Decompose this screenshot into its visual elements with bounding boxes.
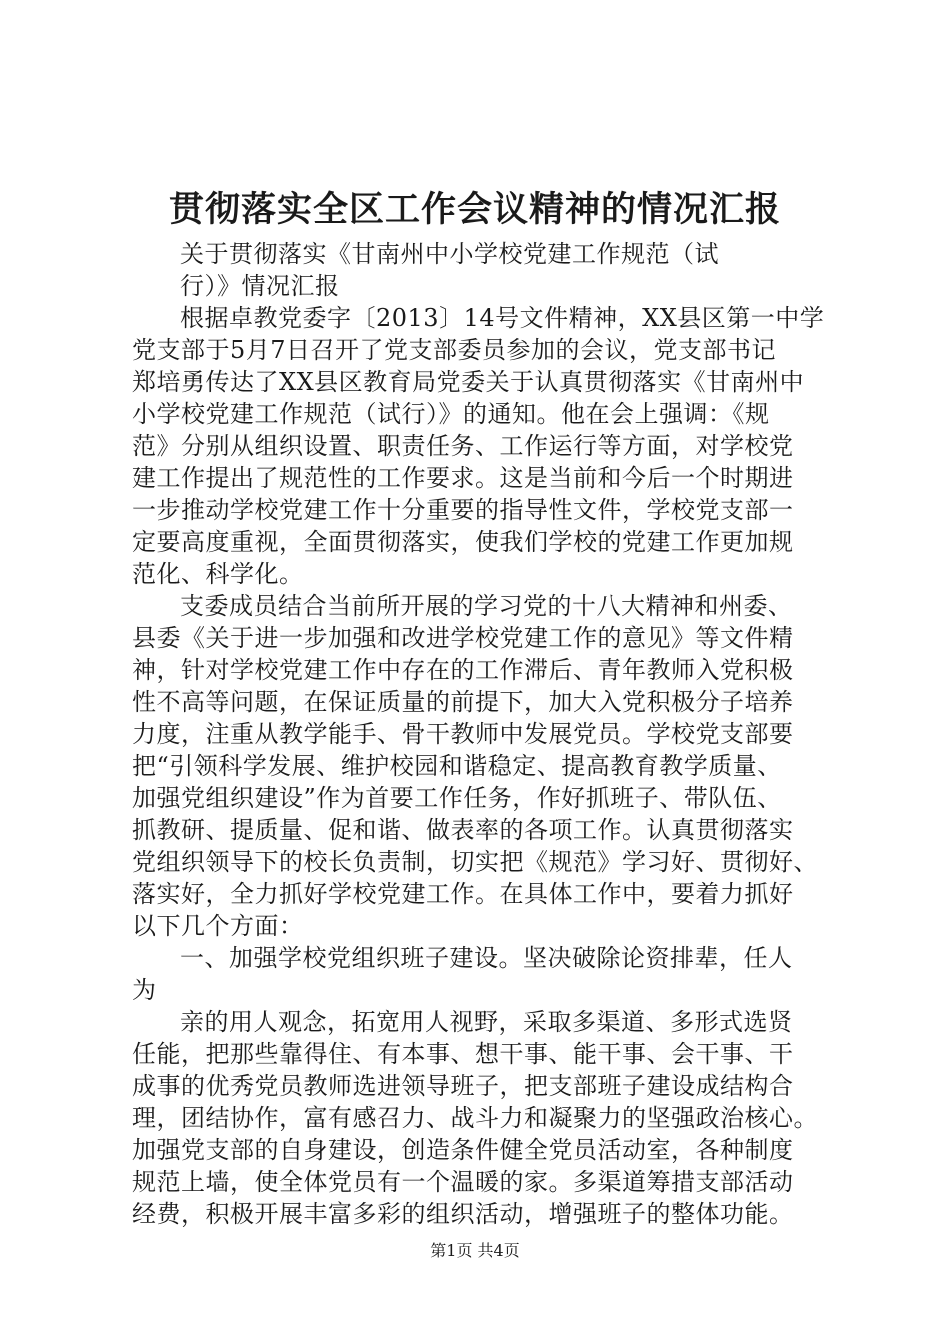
body-line: 郑培勇传达了XX县区教育局党委关于认真贯彻落实《甘南州中 xyxy=(132,368,805,396)
body-line: 建工作提出了规范性的工作要求。这是当前和今后一个时期进 xyxy=(132,464,794,492)
body-line: 把“引领科学发展、维护校园和谐稳定、提高教育教学质量、 xyxy=(132,752,782,780)
body-line: 一、加强学校党组织班子建设。坚决破除论资排辈，任人 xyxy=(180,944,793,972)
body-line: 以下几个方面： xyxy=(132,912,304,940)
body-line: 关于贯彻落实《甘南州中小学校党建工作规范（试 xyxy=(180,240,719,268)
body-line: 范化、科学化。 xyxy=(132,560,304,588)
body-line: 性不高等问题，在保证质量的前提下，加大入党积极分子培养 xyxy=(132,688,794,716)
body-line: 神，针对学校党建工作中存在的工作滞后、青年教师入党积极 xyxy=(132,656,794,684)
body-line: 一步推动学校党建工作十分重要的指导性文件，学校党支部一 xyxy=(132,496,794,524)
body-line: 理，团结协作，富有感召力、战斗力和凝聚力的坚强政治核心。 xyxy=(132,1104,818,1132)
body-line: 县委《关于进一步加强和改进学校党建工作的意见》等文件精 xyxy=(132,624,794,652)
body-line: 力度，注重从教学能手、骨干教师中发展党员。学校党支部要 xyxy=(132,720,794,748)
body-line: 党支部于5月7日召开了党支部委员参加的会议，党支部书记 xyxy=(132,336,777,364)
body-line: 定要高度重视，全面贯彻落实，使我们学校的党建工作更加规 xyxy=(132,528,794,556)
body-line: 加强党组织建设”作为首要工作任务，作好抓班子、带队伍、 xyxy=(132,784,782,812)
body-line: 亲的用人观念，拓宽用人视野，采取多渠道、多形式选贤 xyxy=(180,1008,793,1036)
body-line: 党组织领导下的校长负责制，切实把《规范》学习好、贯彻好、 xyxy=(132,848,818,876)
body-line: 加强党支部的自身建设，创造条件健全党员活动室，各种制度 xyxy=(132,1136,794,1164)
body-line: 小学校党建工作规范（试行）》的通知。他在会上强调：《规 xyxy=(132,400,770,428)
page-number-footer: 第1页 共4页 xyxy=(430,1241,520,1260)
body-line: 任能，把那些靠得住、有本事、想干事、能干事、会干事、干 xyxy=(132,1040,794,1068)
body-line: 支委成员结合当前所开展的学习党的十八大精神和州委、 xyxy=(180,592,793,620)
body-line: 范》分别从组织设置、职责任务、工作运行等方面，对学校党 xyxy=(132,432,794,460)
body-line: 成事的优秀党员教师选进领导班子，把支部班子建设成结构合 xyxy=(132,1072,794,1100)
body-line: 经费，积极开展丰富多彩的组织活动，增强班子的整体功能。 xyxy=(132,1200,794,1228)
body-line: 为 xyxy=(132,976,157,1004)
body-line: 根据卓教党委字〔2013〕14号文件精神，XX县区第一中学 xyxy=(180,304,825,332)
body-line: 行）》情况汇报 xyxy=(180,272,340,300)
body-line: 抓教研、提质量、促和谐、做表率的各项工作。认真贯彻落实 xyxy=(132,816,794,844)
body-line: 落实好，全力抓好学校党建工作。在具体工作中，要着力抓好 xyxy=(132,880,794,908)
document-body xyxy=(132,238,842,1230)
body-line: 规范上墙，使全体党员有一个温暖的家。多渠道筹措支部活动 xyxy=(132,1168,794,1196)
document-title: 贯彻落实全区工作会议精神的情况汇报 xyxy=(168,189,781,230)
